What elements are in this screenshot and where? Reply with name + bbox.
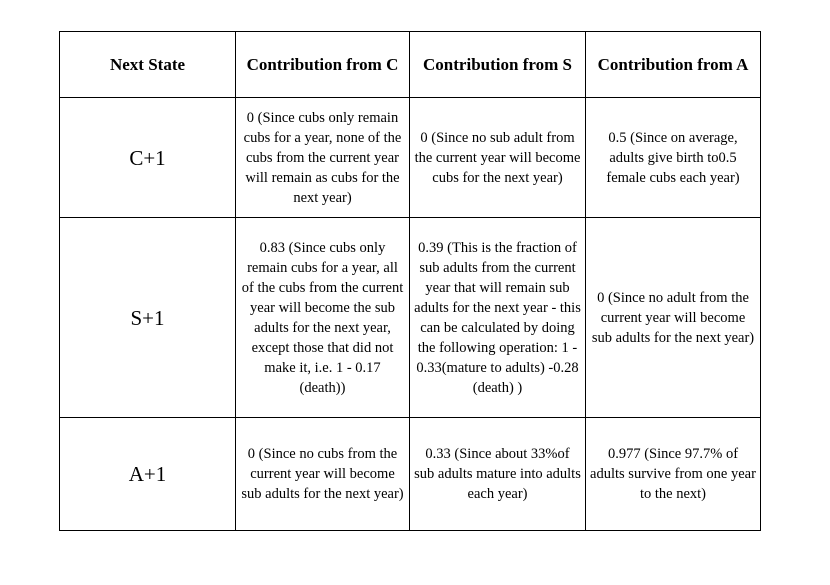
cell-contribution-s: 0.33 (Since about 33%of sub adults mature into adults each year) [410,418,586,531]
state-label: A+1 [60,418,236,531]
header-contribution-s: Contribution from S [410,32,586,98]
state-label: S+1 [60,218,236,418]
table-row-c-plus-1 [60,98,761,218]
cell-contribution-s: 0 (Since no sub adult from the current year will become cubs for the next year) [410,98,586,218]
transition-table-container [59,31,761,531]
table-header-row [60,32,761,98]
cell-contribution-a: 0.5 (Since on average, adults give birth to0.5 female cubs each year) [586,98,761,218]
table-row-s-plus-1 [60,218,761,418]
table-row-a-plus-1 [60,418,761,531]
header-contribution-c: Contribution from C [236,32,410,98]
header-next-state: Next State [60,32,236,98]
cell-contribution-c: 0 (Since cubs only remain cubs for a year, none of the cubs from the current year will remain as cubs for the next year) [236,98,410,218]
cell-contribution-c: 0.83 (Since cubs only remain cubs for a year, all of the cubs from the current year will become the sub adults for the next year, except those that did not make it, i.e. 1 - 0.17 (death)) [236,218,410,418]
cell-contribution-a: 0.977 (Since 97.7% of adults survive from one year to the next) [586,418,761,531]
transition-table [59,31,761,531]
cell-contribution-c: 0 (Since no cubs from the current year will become sub adults for the next year) [236,418,410,531]
cell-contribution-s: 0.39 (This is the fraction of sub adults from the current year that will remain sub adults for the next year - this can be calculated by doing the following operation: 1 - 0.33(mature to adults) -0.28 (death) ) [410,218,586,418]
header-contribution-a: Contribution from A [586,32,761,98]
cell-contribution-a: 0 (Since no adult from the current year will become sub adults for the next year) [586,218,761,418]
state-label: C+1 [60,98,236,218]
